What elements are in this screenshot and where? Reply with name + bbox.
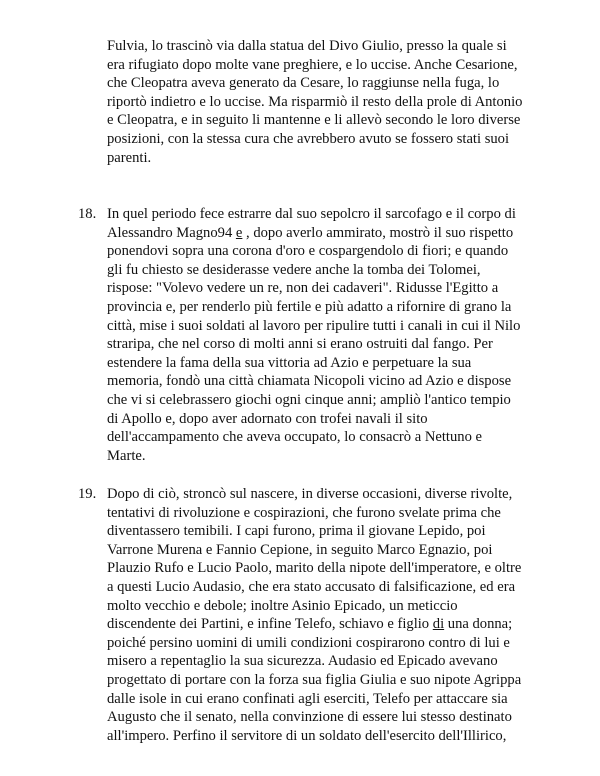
text-line: ponendovi sopra una corona d'oro e cospargendolo di fiori; e quando xyxy=(107,243,509,260)
text-line: provincia e, per renderlo più fertile e più adatto a rifornire di grano la xyxy=(107,298,512,315)
text-line: Marte. xyxy=(107,447,146,464)
text-line: città, mise i suoi soldati al lavoro per ripulire tutti i canali in cui il Nilo xyxy=(107,317,521,334)
text-line: che vi si celebrassero giochi ogni cinque anni; ampliò l'antico tempio xyxy=(107,391,511,408)
paragraph-number-18: 18. xyxy=(78,206,97,222)
text-line: gli fu chiesto se desiderasse vedere anche la tomba dei Tolomei, xyxy=(107,261,481,278)
text-line: memoria, fondò una città chiamata Nicopoli vicino ad Azio e dispose xyxy=(107,373,512,390)
text-line: di Apollo e, dopo aver adornato con trofei navali il sito xyxy=(107,410,428,427)
paragraph-19 xyxy=(107,485,547,745)
text-segment: una donna; xyxy=(444,616,513,633)
paragraph-continuation xyxy=(107,37,547,167)
text-line: molto vecchio e debole; inoltre Asinio Epicado, un meticcio xyxy=(107,597,458,614)
text-line: dalle isole in cui erano confinati agli eserciti, Telefo per attaccare sia xyxy=(107,690,508,707)
text-line: Varrone Murena e Fannio Cepione, in seguito Marco Egnazio, poi xyxy=(107,541,493,558)
text-line: all'impero. Perfino il servitore di un soldato dell'esercito dell'Illirico, xyxy=(107,727,507,744)
text-line: Dopo di ciò, stroncò sul nascere, in diverse occasioni, diverse rivolte, xyxy=(107,486,513,502)
text-line: che Cleopatra aveva generato da Cesare, lo raggiunse nella fuga, lo xyxy=(107,75,500,92)
text-line: straripa, che nel corso di molti anni si erano ostruiti dal fango. Per xyxy=(107,336,493,353)
text-line: posizioni, con la stessa cura che avrebbero avuto se fossero stati suoi xyxy=(107,130,510,147)
footnote-link[interactable]: e xyxy=(235,224,243,241)
text-line: rispose: "Volevo vedere un re, non dei cadaveri". Ridusse l'Egitto a xyxy=(107,280,499,297)
text-line: poiché persino uomini di umili condizioni cospirarono contro di lui e xyxy=(107,634,510,651)
text-line: parenti. xyxy=(107,149,152,166)
text-line: e Cleopatra, e in seguito li mantenne e li allevò secondo le loro diverse xyxy=(107,112,521,129)
paragraph-18 xyxy=(107,205,547,465)
text-line: misero a repentaglio la sua sicurezza. Audasio ed Epicado avevano xyxy=(107,653,498,670)
text-line xyxy=(107,615,547,634)
text-line: Plauzio Rufo e Lucio Paolo, marito della nipote dell'imperatore, e oltre xyxy=(107,560,522,577)
text-line: In quel periodo fece estrarre dal suo sepolcro il sarcofago e il corpo di xyxy=(107,206,516,222)
text-line: Fulvia, lo trascinò via dalla statua del Divo Giulio, presso la quale si xyxy=(107,38,507,54)
text-segment: Alessandro Magno94 xyxy=(107,224,236,241)
text-line: diventassero temibili. I capi furono, prima il giovane Lepido, poi xyxy=(107,523,486,540)
text-line: tentativi di rivoluzione e cospirazioni, che furono svelate prima che xyxy=(107,504,501,521)
text-line: Augusto che il senato, nella convinzione di essere lui stesso destinato xyxy=(107,709,512,726)
footnote-link[interactable]: di xyxy=(432,616,445,633)
text-segment: , dopo averlo ammirato, mostrò il suo rispetto xyxy=(242,224,514,241)
text-line: dell'accampamento che aveva occupato, lo consacrò a Nettuno e xyxy=(107,429,482,446)
text-line: progettato di portare con la forza sua figlia Giulia e suo nipote Agrippa xyxy=(107,671,522,688)
text-line: a questi Lucio Audasio, che era stato accusato di falsificazione, ed era xyxy=(107,578,516,595)
text-line: estendere la fama della sua vittoria ad Azio e perpetuare la sua xyxy=(107,354,472,371)
text-line xyxy=(107,224,547,243)
text-line: riportò indietro e lo uccise. Ma risparmiò il resto della prole di Antonio xyxy=(107,93,523,110)
paragraph-number-19: 19. xyxy=(78,486,97,502)
text-segment: discendente dei Partini, e infine Telefo, schiavo e figlio xyxy=(107,616,433,633)
text-line: era rifugiato dopo molte vane preghiere, e lo uccise. Anche Cesarione, xyxy=(107,56,518,73)
